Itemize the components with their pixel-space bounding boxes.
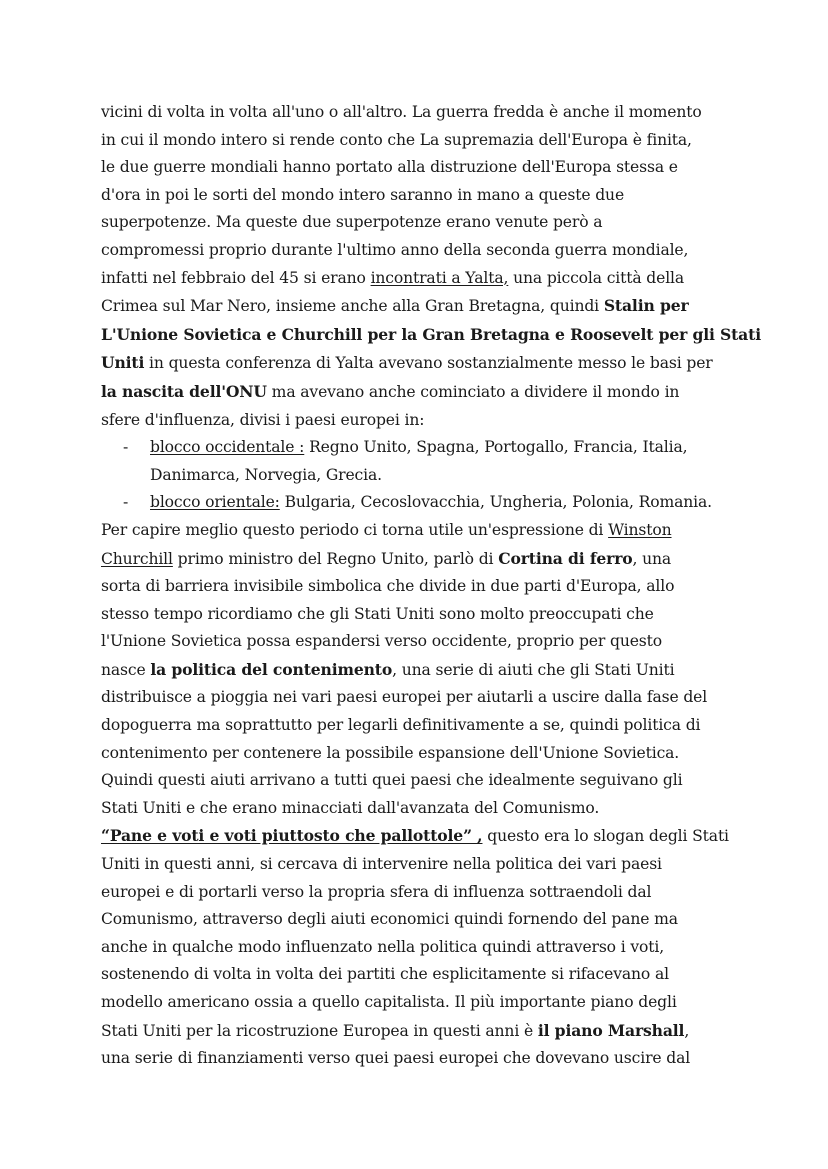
text-run: Per capire meglio questo periodo ci torna utile un'espressione di bbox=[101, 520, 609, 539]
bold-text: Stalin per bbox=[603, 296, 689, 316]
text-line bbox=[101, 517, 768, 545]
body-paragraph bbox=[101, 517, 768, 1073]
text-line: l'Unione Sovietica possa espandersi verso occidente, proprio per questo bbox=[101, 632, 663, 651]
text-run: , una bbox=[632, 549, 672, 568]
list-item bbox=[101, 489, 768, 517]
text-run: ma avevano anche cominciato a dividere il mondo in bbox=[266, 382, 680, 401]
bold-text: Cortina di ferro bbox=[498, 548, 633, 568]
block-countries: Bulgaria, Cecoslovacchia, Ungheria, Polonia, Romania. bbox=[279, 493, 712, 512]
text-run: in questa conferenza di Yalta avevano sostanzialmente messo le basi per bbox=[144, 354, 713, 373]
text-line bbox=[101, 545, 768, 574]
block-countries: Regno Unito, Spagna, Portogallo, Francia, Italia, bbox=[304, 438, 688, 457]
text-line: stesso tempo ricordiamo che gli Stati Uniti sono molto preoccupati che bbox=[101, 604, 654, 623]
text-run: , bbox=[684, 1021, 690, 1040]
text-line bbox=[101, 292, 768, 321]
text-run: primo ministro del Regno Unito, parlò di bbox=[172, 549, 499, 568]
text-run: Stati Uniti per la ricostruzione Europea in questi anni è bbox=[101, 1021, 538, 1040]
bold-text: la nascita dell'ONU bbox=[101, 381, 267, 401]
text-line: dopoguerra ma soprattutto per legarli definitivamente a se, quindi politica di bbox=[101, 716, 701, 735]
blocks-list bbox=[101, 434, 768, 517]
text-line: una serie di finanziamenti verso quei paesi europei che dovevano uscire dal bbox=[101, 1049, 691, 1068]
bold-text: L'Unione Sovietica e Churchill per la Gran Bretagna e Roosevelt per gli Stati bbox=[101, 324, 761, 344]
text-run: nasce bbox=[101, 660, 151, 679]
text-line bbox=[101, 1017, 768, 1046]
text-line: vicini di volta in volta all'uno o all'altro. La guerra fredda è anche il momento bbox=[101, 103, 702, 121]
text-line: d'ora in poi le sorti del mondo intero saranno in mano a queste due bbox=[101, 185, 625, 204]
bold-text: la politica del contenimento bbox=[150, 659, 393, 679]
text-line: distribuisce a pioggia nei vari paesi europei per aiutarli a uscire dalla fase del bbox=[101, 688, 708, 707]
block-label: blocco orientale: bbox=[150, 493, 280, 512]
text-line: in cui il mondo intero si rende conto che La supremazia dell'Europa è finita, bbox=[101, 130, 692, 149]
block-countries-cont: Danimarca, Norvegia, Grecia. bbox=[150, 465, 382, 484]
text-line: compromessi proprio durante l'ultimo anno della seconda guerra mondiale, bbox=[101, 240, 689, 259]
text-line: europei e di portarli verso la propria sfera di influenza sottraendoli dal bbox=[101, 882, 652, 901]
text-run: questo era lo slogan degli Stati bbox=[482, 827, 729, 846]
list-dash: - bbox=[123, 493, 129, 512]
text-line: Quindi questi aiuti arrivano a tutti quei paesi che idealmente seguivano gli bbox=[101, 771, 683, 790]
underlined-text: incontrati a Yalta, bbox=[370, 268, 509, 287]
list-dash: - bbox=[123, 438, 129, 457]
text-line: Comunismo, attraverso degli aiuti economici quindi fornendo del pane ma bbox=[101, 910, 678, 929]
text-line: superpotenze. Ma queste due superpotenze erano venute però a bbox=[101, 213, 603, 232]
bold-text: Uniti bbox=[101, 353, 145, 373]
underlined-text: Churchill bbox=[101, 549, 173, 568]
text-line: sostenendo di volta in volta dei partiti che esplicitamente si rifacevano al bbox=[101, 965, 669, 984]
text-line: modello americano ossia a quello capitalista. Il più importante piano degli bbox=[101, 993, 677, 1011]
text-run: una piccola città della bbox=[508, 268, 685, 287]
list-item bbox=[101, 434, 768, 489]
text-line: Stati Uniti e che erano minacciati dall'avanzata del Comunismo. bbox=[101, 798, 600, 817]
text-line bbox=[101, 822, 768, 851]
intro-paragraph bbox=[101, 99, 768, 434]
text-line bbox=[101, 349, 768, 378]
text-run: , una serie di aiuti che gli Stati Uniti bbox=[392, 660, 675, 679]
slogan-text: “Pane e voti e voti piuttosto che pallottole” , bbox=[101, 826, 483, 846]
underlined-text: Winston bbox=[608, 520, 672, 539]
text-line bbox=[101, 656, 768, 685]
block-label: blocco occidentale : bbox=[150, 438, 305, 457]
text-line: Uniti in questi anni, si cercava di intervenire nella politica dei vari paesi bbox=[101, 855, 662, 874]
text-line: sfere d'influenza, divisi i paesi europei in: bbox=[101, 410, 425, 429]
text-run: infatti nel febbraio del 45 si erano bbox=[101, 268, 371, 287]
text-run: Crimea sul Mar Nero, insieme anche alla Gran Bretagna, quindi bbox=[101, 297, 604, 316]
text-line: contenimento per contenere la possibile espansione dell'Unione Sovietica. bbox=[101, 743, 680, 762]
text-line: le due guerre mondiali hanno portato alla distruzione dell'Europa stessa e bbox=[101, 158, 678, 177]
text-line bbox=[101, 378, 768, 407]
text-line bbox=[101, 265, 768, 293]
text-line: sorta di barriera invisibile simbolica che divide in due parti d'Europa, allo bbox=[101, 577, 675, 596]
text-line bbox=[101, 321, 768, 350]
bold-text: il piano Marshall bbox=[537, 1020, 685, 1040]
text-line: anche in qualche modo influenzato nella politica quindi attraverso i voti, bbox=[101, 937, 665, 956]
